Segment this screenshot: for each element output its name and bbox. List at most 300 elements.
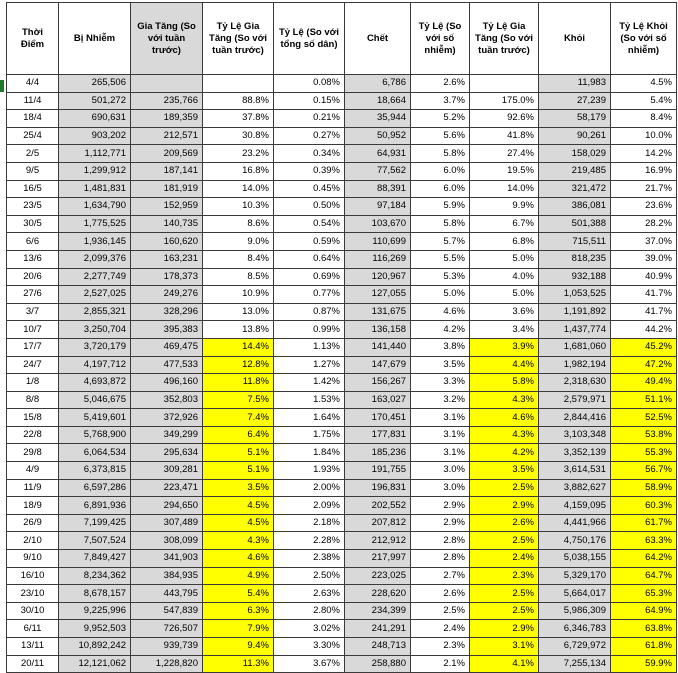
time-cell: 10/7: [7, 321, 59, 339]
infected-cell: 2,277,749: [59, 268, 131, 286]
death-rate-cell: 2.6%: [411, 585, 470, 603]
increase-rate-cell: 7.9%: [203, 620, 274, 638]
recovered-cell: 1,982,194: [539, 356, 611, 374]
col-header-death-increase-rate: Tỷ Lệ Gia Tăng (So với tuần trước): [470, 3, 539, 75]
time-cell: 27/6: [7, 286, 59, 304]
increase-rate-cell: 88.8%: [203, 92, 274, 110]
death-increase-rate-cell: 3.1%: [470, 638, 539, 656]
time-cell: 11/4: [7, 92, 59, 110]
population-rate-cell: 0.27%: [274, 127, 345, 145]
death-increase-rate-cell: [470, 75, 539, 93]
recovered-cell: 7,255,134: [539, 655, 611, 673]
infected-cell: 690,631: [59, 110, 131, 128]
population-rate-cell: 2.28%: [274, 532, 345, 550]
infected-cell: 7,849,427: [59, 550, 131, 568]
time-cell: 8/8: [7, 391, 59, 409]
recovered-cell: 3,614,531: [539, 462, 611, 480]
population-rate-cell: 1.42%: [274, 374, 345, 392]
recovered-cell: 219,485: [539, 162, 611, 180]
death-rate-cell: 3.0%: [411, 479, 470, 497]
infected-cell: 2,855,321: [59, 303, 131, 321]
infected-cell: 4,693,872: [59, 374, 131, 392]
deaths-cell: 258,880: [345, 655, 411, 673]
increase-cell: 163,231: [131, 250, 203, 268]
time-cell: 11/9: [7, 479, 59, 497]
death-increase-rate-cell: 4.3%: [470, 391, 539, 409]
death-rate-cell: 5.9%: [411, 198, 470, 216]
recovered-cell: 1,681,060: [539, 338, 611, 356]
infected-cell: 12,121,062: [59, 655, 131, 673]
infected-cell: 2,099,376: [59, 250, 131, 268]
recovery-rate-cell: 65.3%: [611, 585, 677, 603]
table-body: [7, 75, 677, 673]
table-row: [7, 250, 677, 268]
increase-rate-cell: [203, 75, 274, 93]
death-increase-rate-cell: 4.4%: [470, 356, 539, 374]
death-rate-cell: 3.0%: [411, 462, 470, 480]
death-rate-cell: 2.4%: [411, 620, 470, 638]
infected-cell: 6,891,936: [59, 497, 131, 515]
time-cell: 9/10: [7, 550, 59, 568]
table-row: [7, 497, 677, 515]
infected-cell: 8,234,362: [59, 567, 131, 585]
death-increase-rate-cell: 4.1%: [470, 655, 539, 673]
death-rate-cell: 2.9%: [411, 497, 470, 515]
death-rate-cell: 2.8%: [411, 532, 470, 550]
increase-cell: 212,571: [131, 127, 203, 145]
population-rate-cell: 0.87%: [274, 303, 345, 321]
population-rate-cell: 2.80%: [274, 602, 345, 620]
death-rate-cell: 5.8%: [411, 145, 470, 163]
death-rate-cell: 3.7%: [411, 92, 470, 110]
increase-cell: 352,803: [131, 391, 203, 409]
recovered-cell: 386,081: [539, 198, 611, 216]
time-cell: 1/8: [7, 374, 59, 392]
increase-cell: 249,276: [131, 286, 203, 304]
increase-rate-cell: 11.3%: [203, 655, 274, 673]
population-rate-cell: 1.27%: [274, 356, 345, 374]
death-increase-rate-cell: 2.9%: [470, 497, 539, 515]
death-increase-rate-cell: 2.5%: [470, 479, 539, 497]
time-cell: 3/7: [7, 303, 59, 321]
increase-cell: 235,766: [131, 92, 203, 110]
death-increase-rate-cell: 2.3%: [470, 567, 539, 585]
death-increase-rate-cell: 2.5%: [470, 532, 539, 550]
death-increase-rate-cell: 2.6%: [470, 514, 539, 532]
increase-cell: 547,839: [131, 602, 203, 620]
increase-rate-cell: 10.9%: [203, 286, 274, 304]
recovered-cell: 1,053,525: [539, 286, 611, 304]
recovery-rate-cell: 63.8%: [611, 620, 677, 638]
increase-rate-cell: 14.4%: [203, 338, 274, 356]
population-rate-cell: 0.69%: [274, 268, 345, 286]
deaths-cell: 248,713: [345, 638, 411, 656]
death-rate-cell: 5.8%: [411, 215, 470, 233]
time-cell: 20/11: [7, 655, 59, 673]
death-increase-rate-cell: 2.9%: [470, 620, 539, 638]
recovery-rate-cell: 51.1%: [611, 391, 677, 409]
deaths-cell: 147,679: [345, 356, 411, 374]
table-row: [7, 567, 677, 585]
table-row: [7, 638, 677, 656]
infected-cell: 9,952,503: [59, 620, 131, 638]
deaths-cell: 228,620: [345, 585, 411, 603]
increase-cell: 469,475: [131, 338, 203, 356]
time-cell: 16/10: [7, 567, 59, 585]
death-increase-rate-cell: 14.0%: [470, 180, 539, 198]
table-row: [7, 268, 677, 286]
deaths-cell: 88,391: [345, 180, 411, 198]
time-cell: 23/5: [7, 198, 59, 216]
increase-cell: 384,935: [131, 567, 203, 585]
population-rate-cell: 1.93%: [274, 462, 345, 480]
death-increase-rate-cell: 3.9%: [470, 338, 539, 356]
increase-rate-cell: 5.1%: [203, 462, 274, 480]
recovered-cell: 2,844,416: [539, 409, 611, 427]
recovered-cell: 6,346,783: [539, 620, 611, 638]
recovered-cell: 2,318,630: [539, 374, 611, 392]
death-rate-cell: 2.8%: [411, 550, 470, 568]
recovered-cell: 58,179: [539, 110, 611, 128]
death-rate-cell: 5.6%: [411, 127, 470, 145]
recovered-cell: 158,029: [539, 145, 611, 163]
increase-rate-cell: 5.1%: [203, 444, 274, 462]
table-row: [7, 426, 677, 444]
death-rate-cell: 3.1%: [411, 409, 470, 427]
increase-rate-cell: 6.3%: [203, 602, 274, 620]
recovered-cell: 6,729,972: [539, 638, 611, 656]
population-rate-cell: 3.30%: [274, 638, 345, 656]
recovery-rate-cell: 52.5%: [611, 409, 677, 427]
recovery-rate-cell: 8.4%: [611, 110, 677, 128]
recovered-cell: 321,472: [539, 180, 611, 198]
deaths-cell: 241,291: [345, 620, 411, 638]
death-increase-rate-cell: 41.8%: [470, 127, 539, 145]
time-cell: 25/4: [7, 127, 59, 145]
table-row: [7, 479, 677, 497]
recovery-rate-cell: 21.7%: [611, 180, 677, 198]
population-rate-cell: 0.34%: [274, 145, 345, 163]
table-row: [7, 180, 677, 198]
increase-rate-cell: 12.8%: [203, 356, 274, 374]
death-increase-rate-cell: 2.4%: [470, 550, 539, 568]
time-cell: 22/8: [7, 426, 59, 444]
recovered-cell: 4,159,095: [539, 497, 611, 515]
increase-rate-cell: 8.6%: [203, 215, 274, 233]
death-rate-cell: 6.0%: [411, 162, 470, 180]
table-row: [7, 356, 677, 374]
recovery-rate-cell: 14.2%: [611, 145, 677, 163]
table-row: [7, 374, 677, 392]
population-rate-cell: 0.08%: [274, 75, 345, 93]
death-rate-cell: 3.2%: [411, 391, 470, 409]
population-rate-cell: 0.15%: [274, 92, 345, 110]
population-rate-cell: 0.64%: [274, 250, 345, 268]
time-cell: 6/6: [7, 233, 59, 251]
deaths-cell: 50,952: [345, 127, 411, 145]
death-rate-cell: 3.1%: [411, 426, 470, 444]
increase-cell: 160,620: [131, 233, 203, 251]
increase-rate-cell: 6.4%: [203, 426, 274, 444]
table-row: [7, 532, 677, 550]
increase-cell: 140,735: [131, 215, 203, 233]
recovery-rate-cell: 56.7%: [611, 462, 677, 480]
recovered-cell: 90,261: [539, 127, 611, 145]
increase-cell: 152,959: [131, 198, 203, 216]
deaths-cell: 103,670: [345, 215, 411, 233]
increase-rate-cell: 9.4%: [203, 638, 274, 656]
recovery-rate-cell: 60.3%: [611, 497, 677, 515]
recovery-rate-cell: 37.0%: [611, 233, 677, 251]
time-cell: 17/7: [7, 338, 59, 356]
recovered-cell: 5,038,155: [539, 550, 611, 568]
time-cell: 30/10: [7, 602, 59, 620]
recovery-rate-cell: 55.3%: [611, 444, 677, 462]
table-row: [7, 198, 677, 216]
increase-rate-cell: 7.5%: [203, 391, 274, 409]
increase-rate-cell: 16.8%: [203, 162, 274, 180]
death-rate-cell: 3.1%: [411, 444, 470, 462]
time-cell: 4/4: [7, 75, 59, 93]
population-rate-cell: 2.63%: [274, 585, 345, 603]
col-header-death-rate: Tỷ Lệ (So với số nhiễm): [411, 3, 470, 75]
table-row: [7, 462, 677, 480]
recovery-rate-cell: 47.2%: [611, 356, 677, 374]
deaths-cell: 77,562: [345, 162, 411, 180]
increase-rate-cell: 4.5%: [203, 497, 274, 515]
increase-cell: 395,383: [131, 321, 203, 339]
recovery-rate-cell: 64.7%: [611, 567, 677, 585]
death-rate-cell: 4.2%: [411, 321, 470, 339]
time-cell: 24/7: [7, 356, 59, 374]
deaths-cell: 202,552: [345, 497, 411, 515]
death-rate-cell: 2.1%: [411, 655, 470, 673]
recovered-cell: 715,511: [539, 233, 611, 251]
recovered-cell: 5,329,170: [539, 567, 611, 585]
time-cell: 13/6: [7, 250, 59, 268]
covid-statistics-table: [6, 2, 677, 673]
infected-cell: 3,250,704: [59, 321, 131, 339]
infected-cell: 3,720,179: [59, 338, 131, 356]
death-rate-cell: 6.0%: [411, 180, 470, 198]
recovered-cell: 4,441,966: [539, 514, 611, 532]
infected-cell: 5,419,601: [59, 409, 131, 427]
infected-cell: 10,892,242: [59, 638, 131, 656]
population-rate-cell: 1.75%: [274, 426, 345, 444]
death-rate-cell: 2.3%: [411, 638, 470, 656]
deaths-cell: 18,664: [345, 92, 411, 110]
infected-cell: 8,678,157: [59, 585, 131, 603]
deaths-cell: 131,675: [345, 303, 411, 321]
increase-rate-cell: 11.8%: [203, 374, 274, 392]
recovery-rate-cell: 41.7%: [611, 286, 677, 304]
increase-cell: 209,569: [131, 145, 203, 163]
infected-cell: 501,272: [59, 92, 131, 110]
infected-cell: 7,507,524: [59, 532, 131, 550]
time-cell: 2/5: [7, 145, 59, 163]
table-row: [7, 75, 677, 93]
death-increase-rate-cell: 5.8%: [470, 374, 539, 392]
time-cell: 2/10: [7, 532, 59, 550]
deaths-cell: 97,184: [345, 198, 411, 216]
population-rate-cell: 2.38%: [274, 550, 345, 568]
death-increase-rate-cell: 3.6%: [470, 303, 539, 321]
deaths-cell: 212,912: [345, 532, 411, 550]
increase-cell: 178,373: [131, 268, 203, 286]
time-cell: 26/9: [7, 514, 59, 532]
deaths-cell: 234,399: [345, 602, 411, 620]
time-cell: 15/8: [7, 409, 59, 427]
increase-rate-cell: 7.4%: [203, 409, 274, 427]
death-increase-rate-cell: 5.0%: [470, 286, 539, 304]
table-row: [7, 444, 677, 462]
table-row: [7, 409, 677, 427]
deaths-cell: 120,967: [345, 268, 411, 286]
deaths-cell: 163,027: [345, 391, 411, 409]
population-rate-cell: 0.50%: [274, 198, 345, 216]
recovered-cell: 3,103,348: [539, 426, 611, 444]
deaths-cell: 223,025: [345, 567, 411, 585]
deaths-cell: 64,931: [345, 145, 411, 163]
increase-cell: 496,160: [131, 374, 203, 392]
population-rate-cell: 1.53%: [274, 391, 345, 409]
table-row: [7, 602, 677, 620]
recovery-rate-cell: 58.9%: [611, 479, 677, 497]
death-rate-cell: 5.3%: [411, 268, 470, 286]
population-rate-cell: 0.21%: [274, 110, 345, 128]
table-row: [7, 338, 677, 356]
col-header-increase: Gia Tăng (So với tuần trước): [131, 3, 203, 75]
increase-rate-cell: 4.6%: [203, 550, 274, 568]
table-row: [7, 145, 677, 163]
recovered-cell: 3,352,139: [539, 444, 611, 462]
recovery-rate-cell: 28.2%: [611, 215, 677, 233]
death-rate-cell: 3.3%: [411, 374, 470, 392]
infected-cell: 5,768,900: [59, 426, 131, 444]
increase-rate-cell: 4.5%: [203, 514, 274, 532]
infected-cell: 903,202: [59, 127, 131, 145]
recovered-cell: 3,882,627: [539, 479, 611, 497]
death-rate-cell: 2.9%: [411, 514, 470, 532]
population-rate-cell: 1.64%: [274, 409, 345, 427]
time-cell: 18/4: [7, 110, 59, 128]
recovered-cell: 818,235: [539, 250, 611, 268]
death-increase-rate-cell: 9.9%: [470, 198, 539, 216]
death-rate-cell: 5.0%: [411, 286, 470, 304]
increase-cell: 307,489: [131, 514, 203, 532]
death-increase-rate-cell: 3.5%: [470, 462, 539, 480]
increase-cell: 308,099: [131, 532, 203, 550]
death-increase-rate-cell: 92.6%: [470, 110, 539, 128]
death-increase-rate-cell: 4.2%: [470, 444, 539, 462]
deaths-cell: 185,236: [345, 444, 411, 462]
population-rate-cell: 0.99%: [274, 321, 345, 339]
population-rate-cell: 0.45%: [274, 180, 345, 198]
increase-rate-cell: 8.5%: [203, 268, 274, 286]
death-increase-rate-cell: 6.8%: [470, 233, 539, 251]
population-rate-cell: 2.18%: [274, 514, 345, 532]
table-row: [7, 620, 677, 638]
table-row: [7, 286, 677, 304]
infected-cell: 1,299,912: [59, 162, 131, 180]
infected-cell: 1,112,771: [59, 145, 131, 163]
increase-cell: 443,795: [131, 585, 203, 603]
col-header-population-rate: Tỷ Lệ (So với tổng số dân): [274, 3, 345, 75]
deaths-cell: 156,267: [345, 374, 411, 392]
increase-cell: 349,299: [131, 426, 203, 444]
table-row: [7, 655, 677, 673]
infected-cell: 265,506: [59, 75, 131, 93]
population-rate-cell: 0.54%: [274, 215, 345, 233]
time-cell: 9/5: [7, 162, 59, 180]
col-header-infected: Bị Nhiễm: [59, 3, 131, 75]
recovery-rate-cell: 64.9%: [611, 602, 677, 620]
time-cell: 18/9: [7, 497, 59, 515]
population-rate-cell: 0.39%: [274, 162, 345, 180]
increase-rate-cell: 4.9%: [203, 567, 274, 585]
recovery-rate-cell: 61.8%: [611, 638, 677, 656]
increase-rate-cell: 3.5%: [203, 479, 274, 497]
increase-cell: 341,903: [131, 550, 203, 568]
recovery-rate-cell: 64.2%: [611, 550, 677, 568]
time-cell: 29/8: [7, 444, 59, 462]
recovery-rate-cell: 59.9%: [611, 655, 677, 673]
increase-cell: 939,739: [131, 638, 203, 656]
death-rate-cell: 4.6%: [411, 303, 470, 321]
recovery-rate-cell: 49.4%: [611, 374, 677, 392]
col-header-time: Thời Điểm: [7, 3, 59, 75]
deaths-cell: 35,944: [345, 110, 411, 128]
increase-rate-cell: 9.0%: [203, 233, 274, 251]
infected-cell: 5,046,675: [59, 391, 131, 409]
death-increase-rate-cell: 6.7%: [470, 215, 539, 233]
table-row: [7, 514, 677, 532]
time-cell: 6/11: [7, 620, 59, 638]
col-header-recovery-rate: Tỷ Lệ Khỏi (So với số nhiễm): [611, 3, 677, 75]
recovery-rate-cell: 44.2%: [611, 321, 677, 339]
deaths-cell: 170,451: [345, 409, 411, 427]
infected-cell: 1,481,831: [59, 180, 131, 198]
recovered-cell: 27,239: [539, 92, 611, 110]
deaths-cell: 217,997: [345, 550, 411, 568]
deaths-cell: 116,269: [345, 250, 411, 268]
population-rate-cell: 3.02%: [274, 620, 345, 638]
death-increase-rate-cell: 4.6%: [470, 409, 539, 427]
increase-rate-cell: 14.0%: [203, 180, 274, 198]
increase-rate-cell: 5.4%: [203, 585, 274, 603]
deaths-cell: 127,055: [345, 286, 411, 304]
population-rate-cell: 2.00%: [274, 479, 345, 497]
increase-rate-cell: 13.0%: [203, 303, 274, 321]
recovered-cell: 1,191,892: [539, 303, 611, 321]
recovery-rate-cell: 23.6%: [611, 198, 677, 216]
table-row: [7, 233, 677, 251]
increase-cell: 223,471: [131, 479, 203, 497]
population-rate-cell: 1.84%: [274, 444, 345, 462]
increase-cell: 181,919: [131, 180, 203, 198]
time-cell: 13/11: [7, 638, 59, 656]
death-increase-rate-cell: 19.5%: [470, 162, 539, 180]
death-increase-rate-cell: 4.0%: [470, 268, 539, 286]
population-rate-cell: 2.50%: [274, 567, 345, 585]
table-row: [7, 550, 677, 568]
death-rate-cell: 2.6%: [411, 75, 470, 93]
death-rate-cell: 5.2%: [411, 110, 470, 128]
table-row: [7, 110, 677, 128]
recovered-cell: 2,579,971: [539, 391, 611, 409]
increase-cell: 295,634: [131, 444, 203, 462]
increase-cell: 309,281: [131, 462, 203, 480]
